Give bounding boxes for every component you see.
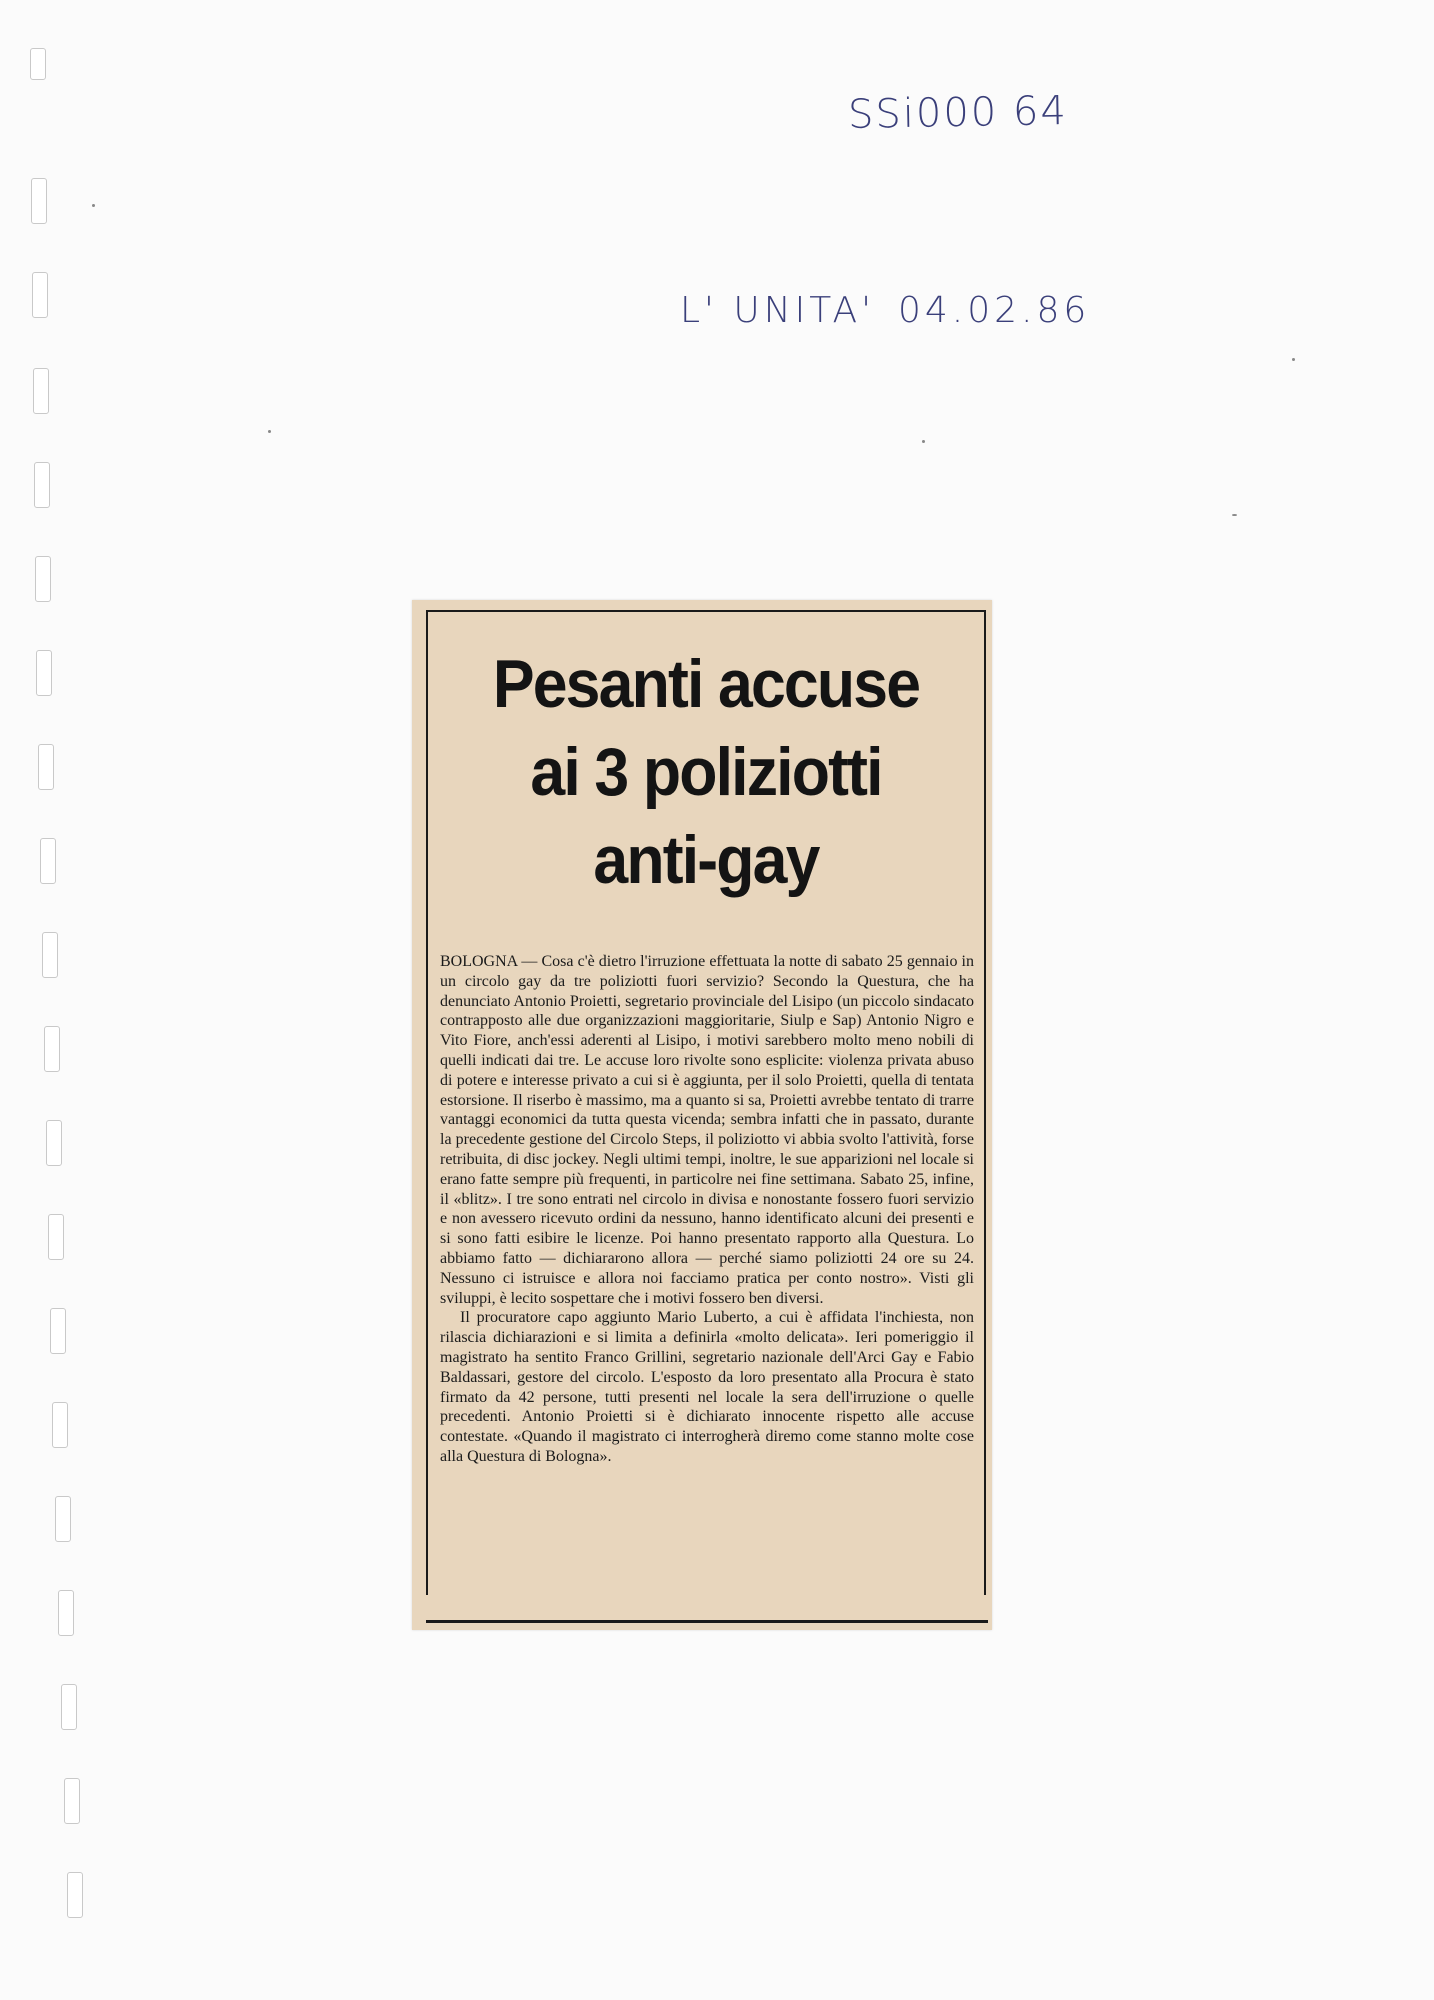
article-paragraph: BOLOGNA — Cosa c'è dietro l'irruzione effettuata la notte di sabato 25 gennaio in un circolo gay da tre poliziotti fuori servizio? Secondo la Questura, che ha denunciato Antonio Proietti, segretario provinciale del Lisipo (un piccolo sindacato contrapposto alle due organizzazioni maggioritarie, Siulp e Sap) Antonio Nigro e Vito Fiore, anch'essi aderenti al Lisipo, i motivi sarebbero molto meno nobili di quelli indicati dai tre. Le accuse loro rivolte sono esplicite: violenza privata abuso di potere e interesse privato a cui si è aggiunta, per il solo Proietti, quella di tentata estorsione. Il riserbo è massimo, ma a quanto si sa, Proietti avrebbe tentato di trarre vantaggi economici da tutta questa vicenda; sembra infatti che in passato, durante la precedente gestione del Circolo Steps, il poliziotto vi abbia svolto l'attività, forse retribuita, di disc jockey. Negli ultimi tempi, inoltre, le sue apparizioni nel locale si erano fatte sempre più frequenti, in particolre nei fine settimana. Sabato 25, infine, il «blitz». I tre sono entrati nel circolo in divisa e nonostante fossero fuori servizio e non avessero ricevuto ordini da nessuno, hanno identificato alcuni dei presenti e si sono fatti esibire le licenze. Poi hanno presentato rapporto alla Questura. Lo abbiamo fatto — dichiararono allora — perché siamo poliziotti 24 ore su 24. Nessuno ci istruisce e allora noi facciamo pratica per conto nostro». Visti gli sviluppi, è lecito sospettare che i motivi fossero ben diversi. bbox=[440, 953, 974, 1307]
dust-speck bbox=[268, 430, 271, 433]
clipping-rule-top bbox=[426, 610, 986, 612]
clipping-rule-left bbox=[426, 610, 428, 1595]
binder-hole bbox=[33, 368, 49, 414]
binder-hole bbox=[52, 1402, 68, 1448]
binder-hole bbox=[61, 1684, 77, 1730]
binder-hole bbox=[38, 744, 54, 790]
binder-hole bbox=[44, 1026, 60, 1072]
binder-hole bbox=[35, 556, 51, 602]
headline-line: Pesanti accuse bbox=[492, 646, 920, 722]
binder-hole bbox=[30, 48, 46, 80]
binder-hole bbox=[40, 838, 56, 884]
dust-speck bbox=[1292, 358, 1295, 361]
binder-hole bbox=[55, 1496, 71, 1542]
dust-speck bbox=[1232, 514, 1237, 516]
article-paragraph: Il procuratore capo aggiunto Mario Luberto, a cui è affidata l'inchiesta, non rilascia dichiarazioni e si limita a definirla «molto delicata». Ieri pomeriggio il magistrato ha sentito Franco Grillini, segretario nazionale dell'Arci Gay e Fabio Baldassari, gestore del circolo. L'esposto da loro presentato alla Procura è stato firmato da 42 persone, tutti presenti nel locale la sera dell'irruzione o quelle precedenti. Antonio Proietti si è dichiarato innocente rispetto alle accuse contestate. «Quando il magistrato ci interrogherà diremo come stanno molte cose alla Questura di Bologna». bbox=[440, 1309, 974, 1465]
clipping-rule-right bbox=[984, 610, 986, 1595]
binder-hole bbox=[34, 462, 50, 508]
clipping-rule-bottom bbox=[426, 1620, 988, 1623]
binder-hole bbox=[50, 1308, 66, 1354]
binder-hole bbox=[42, 932, 58, 978]
binder-hole bbox=[67, 1872, 83, 1918]
binder-hole bbox=[58, 1590, 74, 1636]
binder-hole bbox=[36, 650, 52, 696]
publication-date: 04.02.86 bbox=[898, 290, 1091, 331]
dust-speck bbox=[922, 440, 925, 443]
binder-hole bbox=[31, 178, 47, 224]
binder-hole bbox=[64, 1778, 80, 1824]
binder-hole bbox=[32, 272, 48, 318]
article-headline bbox=[452, 640, 960, 904]
headline-line: anti-gay bbox=[593, 822, 819, 898]
headline-line: ai 3 poliziotti bbox=[530, 734, 882, 810]
archive-code: SSi000 64 bbox=[847, 88, 1069, 138]
article-body bbox=[440, 952, 974, 1467]
newspaper-name: L' UNITA' bbox=[680, 290, 876, 331]
binder-hole bbox=[46, 1120, 62, 1166]
binder-hole bbox=[48, 1214, 64, 1260]
newspaper-clipping bbox=[412, 600, 992, 1630]
dust-speck bbox=[92, 204, 95, 207]
